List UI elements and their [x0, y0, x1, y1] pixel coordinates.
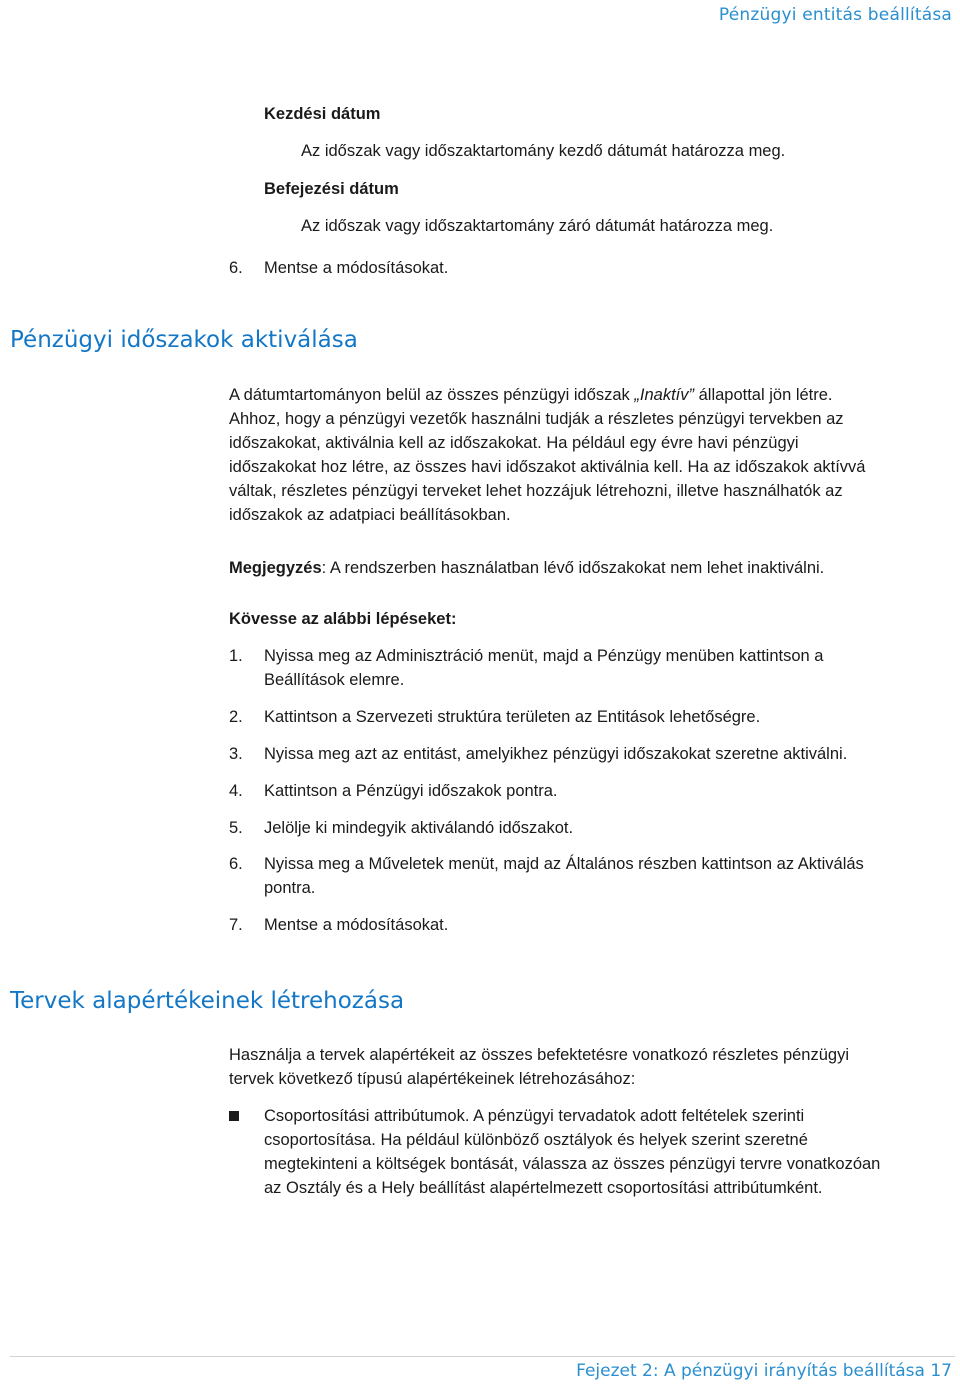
step-item: Nyissa meg azt az entitást, amelyikhez pénzügyi időszakokat szeretne aktiválni. — [264, 745, 848, 763]
running-header: Pénzügyi entitás beállítása — [718, 5, 952, 25]
field-desc-end-date: Az időszak vagy időszaktartomány záró dátumát határozza meg. — [301, 217, 774, 235]
intro-line: A dátumtartományon belül az összes pénzügyi időszak „Inaktív” állapottal jön létre. — [229, 386, 833, 404]
paragraph-line: időszakokat, aktiválnia kell az időszakokat. Ha például egy évre havi pénzügyi — [229, 434, 799, 452]
step-number: 2. — [229, 708, 243, 726]
section1-paragraph — [229, 383, 929, 527]
note-label: Megjegyzés — [229, 559, 322, 577]
paragraph-line: időszakokat hoz létre, az összes havi időszakot aktiválnia kell. Ha az időszakok aktívvá — [229, 458, 866, 476]
bullet-item: Csoportosítási attribútumok. A pénzügyi tervadatok adott feltételek szerinti csoportosítása. Ha például különböző osztályok és helyek szerint szeretné megtekinteni a költségek bontását, válassza az összes pénzügyi tervre vonatkozóan az Osztály és a Hely beállítást alapértelmezett csoportosítási attribútumként. — [264, 1107, 881, 1197]
step-number: 7. — [229, 916, 243, 934]
field-desc-start-date: Az időszak vagy időszaktartomány kezdő dátumát határozza meg. — [301, 142, 786, 160]
step-item: Kattintson a Pénzügyi időszakok pontra. — [264, 782, 558, 800]
paragraph-line: időszakok az adatpiaci beállításokban. — [229, 506, 511, 524]
step-item: Nyissa meg az Adminisztráció menüt, majd a Pénzügy menüben kattintson a Beállítások elemre. — [264, 647, 824, 689]
step-item: Mentse a módosításokat. — [264, 916, 449, 934]
step-number: 1. — [229, 647, 243, 665]
field-label-end-date: Befejezési dátum — [264, 180, 399, 198]
step-number: 6. — [229, 855, 243, 873]
step-number: 6. — [229, 259, 243, 277]
note: Megjegyzés: A rendszerben használatban lévő időszakokat nem lehet inaktiválni. — [229, 559, 825, 577]
bullet-square-icon — [229, 1111, 239, 1121]
step-text: Mentse a módosításokat. — [264, 259, 449, 277]
page-number: 17 — [930, 1361, 952, 1381]
section-heading-plan-defaults: Tervek alapértékeinek létrehozása — [10, 988, 405, 1014]
footer-divider — [10, 1356, 955, 1357]
step-number: 3. — [229, 745, 243, 763]
step-item: Nyissa meg a Műveletek menüt, majd az Általános részben kattintson az Aktiválás pontra. — [264, 855, 864, 897]
footer-chapter: Fejezet 2: A pénzügyi irányítás beállítása — [576, 1361, 925, 1381]
step-number: 4. — [229, 782, 243, 800]
step-item: Kattintson a Szervezeti struktúra területen az Entitások lehetőségre. — [264, 708, 761, 726]
section-heading-activate-periods: Pénzügyi időszakok aktiválása — [10, 327, 358, 353]
step-number: 5. — [229, 819, 243, 837]
field-label-start-date: Kezdési dátum — [264, 105, 381, 123]
paragraph-line: Ahhoz, hogy a pénzügyi vezetők használni tudják a részletes pénzügyi tervekben az — [229, 410, 844, 428]
paragraph-line: váltak, részletes pénzügyi terveket lehet hozzájuk létrehozni, illetve használhatók az — [229, 482, 843, 500]
inactive-status-term: „Inaktív” — [634, 386, 695, 404]
running-footer — [576, 1361, 952, 1381]
steps-heading: Kövesse az alábbi lépéseket: — [229, 610, 457, 628]
step-item: Jelölje ki mindegyik aktiválandó időszakot. — [264, 819, 574, 837]
section2-intro: Használja a tervek alapértékeit az összes befektetésre vonatkozó részletes pénzügyi tervek következő típusú alapértékeinek létrehozásához: — [229, 1046, 849, 1088]
